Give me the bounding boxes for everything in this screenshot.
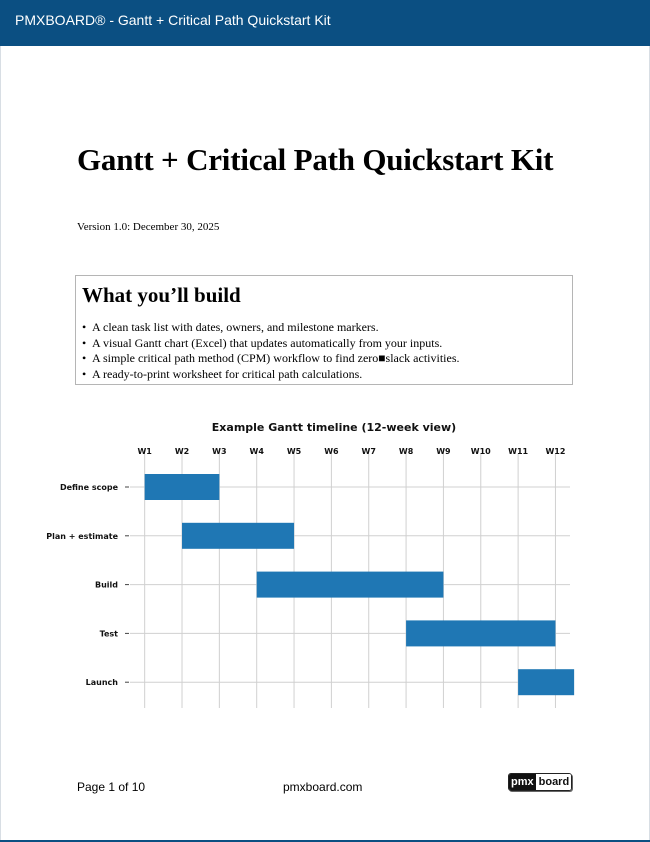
x-tick-label: W10 <box>470 447 491 456</box>
chart-title: Example Gantt timeline (12-week view) <box>211 421 457 434</box>
page-number: Page 1 of 10 <box>77 780 146 794</box>
x-tick-label: W7 <box>361 447 376 456</box>
x-tick-label: W4 <box>249 447 264 456</box>
x-tick-label: W1 <box>137 447 152 456</box>
gantt-bar <box>406 620 555 646</box>
list-item-text: A clean task list with dates, owners, and milestone markers. <box>92 320 379 334</box>
bullet: • <box>82 335 87 350</box>
version-line: Version 1.0: December 30, 2025 <box>77 221 220 233</box>
build-list <box>82 320 460 382</box>
x-tick-label: W8 <box>398 447 414 456</box>
list-item-text: A ready-to-print worksheet for critical path calculations. <box>92 366 363 381</box>
x-tick-label: W6 <box>324 447 339 456</box>
logo-right-text: board <box>536 774 572 790</box>
list-item-text: A visual Gantt chart (Excel) that updates automatically from your inputs. <box>92 335 443 350</box>
bullet: • <box>82 351 87 365</box>
chart-x-ticks <box>137 447 565 456</box>
task-label: Build <box>94 580 118 590</box>
x-tick-label: W2 <box>174 447 190 456</box>
task-label: Plan + estimate <box>46 531 118 541</box>
task-label: Launch <box>85 678 118 688</box>
x-tick-label: W12 <box>545 447 566 456</box>
x-tick-label: W3 <box>212 447 227 456</box>
window-title-bar <box>0 0 650 46</box>
pmxboard-logo <box>508 773 572 791</box>
list-item <box>82 367 460 383</box>
list-item-text: A simple critical path method (CPM) workflow to find zero■slack activities. <box>92 351 460 365</box>
window-title: PMXBOARD® - Gantt + Critical Path Quickstart Kit <box>15 12 331 28</box>
gantt-bar <box>257 572 444 598</box>
list-item <box>82 351 460 367</box>
logo-left-text: pmx <box>511 776 534 788</box>
x-tick-label: W5 <box>286 447 302 456</box>
site-url: pmxboard.com <box>283 780 363 794</box>
gantt-bar <box>182 523 294 549</box>
page-border-left <box>0 46 1 842</box>
bullet: • <box>82 320 87 334</box>
task-label: Test <box>99 629 118 639</box>
gantt-chart-svg <box>40 410 580 710</box>
what-youll-build-box <box>75 275 573 385</box>
bullet: • <box>82 366 87 381</box>
build-section-heading: What you’ll build <box>82 283 241 307</box>
list-item <box>82 336 460 352</box>
list-item <box>82 320 460 336</box>
gantt-chart <box>40 410 580 710</box>
x-tick-label: W11 <box>508 447 529 456</box>
task-label: Define scope <box>59 483 118 492</box>
gantt-bar <box>145 474 220 500</box>
gantt-bar <box>518 669 574 695</box>
document-title: Gantt + Critical Path Quickstart Kit <box>77 142 554 177</box>
chart-task-labels <box>46 483 118 687</box>
x-tick-label: W9 <box>436 447 451 456</box>
